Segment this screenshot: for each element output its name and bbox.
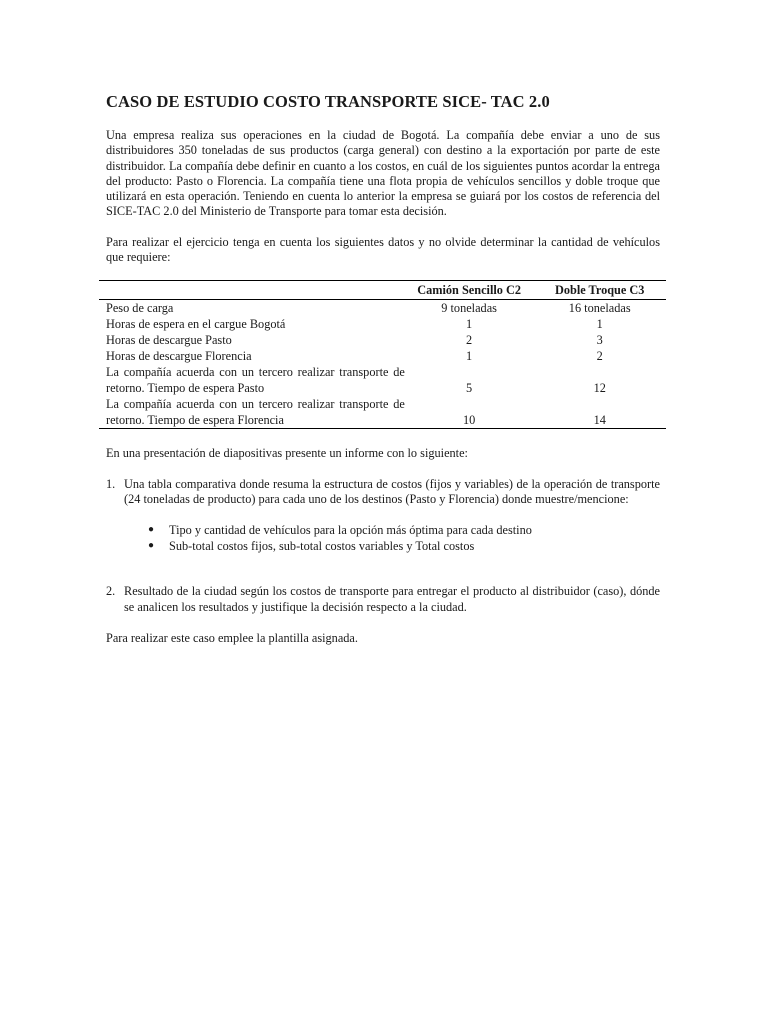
row-value-c3: 3 (596, 333, 603, 348)
numbered-list (106, 477, 660, 615)
row-value-c3: 16 toneladas (568, 301, 631, 316)
closing-paragraph: Para realizar este caso emplee la plantilla asignada. (106, 630, 358, 645)
row-value-c3: 2 (596, 349, 603, 364)
table-row (99, 332, 666, 348)
list-number: 2. (106, 584, 116, 599)
table-row (99, 396, 666, 429)
data-table (99, 280, 666, 429)
row-value-c2: 9 toneladas (441, 301, 497, 316)
row-value-c3: 1 (596, 317, 603, 332)
intro-paragraph: Una empresa realiza sus operaciones en la ciudad de Bogotá. La compañía debe enviar a uno de sus distribuidores 350 toneladas de sus productos (carga general) con destino a la exportación por parte de este distribuidor. La compañía debe definir en cuanto a los costos, en cuál de los siguientes puntos acordar la entrega del producto: Pasto o Florencia. La compañía tiene una flota propia de vehículos sencillos y doble troque que utilizará en esta operación. Teniendo en cuenta lo anterior la empresa se guiará por los costos de referencia del SICE-TAC 2.0 del Ministerio de Transporte para tomar esta decisión. (106, 128, 660, 219)
row-value-c2: 10 (405, 396, 534, 429)
row-value-c3: 14 (533, 396, 666, 429)
instructions-paragraph: Para realizar el ejercicio tenga en cuenta los siguientes datos y no olvide determinar la cantidad de vehículos que requiere: (106, 234, 660, 265)
row-value-c2: 1 (466, 317, 473, 332)
table-header-c2: Camión Sencillo C2 (405, 281, 534, 300)
list-item-text: Una tabla comparativa donde resuma la estructura de costos (fijos y variables) de la operación de transporte (24 toneladas de producto) para cada uno de los destinos (Pasto y Florencia) donde muestre/mencione: (124, 476, 660, 506)
row-value-c2: 5 (466, 381, 473, 396)
row-label: La compañía acuerda con un tercero realizar transporte de retorno. Tiempo de espera Florencia (99, 396, 405, 429)
list-item (106, 584, 660, 615)
row-label: Horas de espera en el cargue Bogotá (106, 317, 286, 332)
bullet-list (124, 522, 660, 554)
row-label: Horas de descargue Pasto (106, 333, 232, 348)
bullet-icon: ● (148, 540, 155, 552)
table-row (99, 300, 666, 317)
table-row (99, 364, 666, 396)
list-item-text: Resultado de la ciudad según los costos de transporte para entregar el producto al distribuidor (caso), dónde se analicen los resultados y justifique la decisión respecto a la ciudad. (124, 584, 660, 614)
row-label: La compañía acuerda con un tercero realizar transporte de retorno. Tiempo de espera Pasto (106, 365, 405, 396)
table-header-empty (99, 281, 405, 300)
table-row (99, 316, 666, 332)
row-label: Peso de carga (106, 301, 174, 316)
row-value-c2: 2 (466, 333, 473, 348)
row-value-c3: 12 (593, 381, 606, 396)
bullet-text: Tipo y cantidad de vehículos para la opción más óptima para cada destino (169, 523, 532, 538)
document-title: CASO DE ESTUDIO COSTO TRANSPORTE SICE- TAC 2.0 (106, 92, 550, 111)
table-row (99, 348, 666, 364)
document-page (106, 92, 660, 646)
list-item (106, 477, 660, 555)
table-header-c3: Doble Troque C3 (533, 281, 666, 300)
row-label: Horas de descargue Florencia (106, 349, 252, 364)
bullet-item (124, 522, 660, 538)
bullet-item (124, 538, 660, 554)
list-number: 1. (106, 476, 116, 491)
table-header-row (99, 281, 666, 300)
presentation-intro: En una presentación de diapositivas presente un informe con lo siguiente: (106, 446, 468, 461)
bullet-icon: ● (148, 524, 155, 536)
row-value-c2: 1 (466, 349, 473, 364)
bullet-text: Sub-total costos fijos, sub-total costos variables y Total costos (169, 539, 475, 554)
